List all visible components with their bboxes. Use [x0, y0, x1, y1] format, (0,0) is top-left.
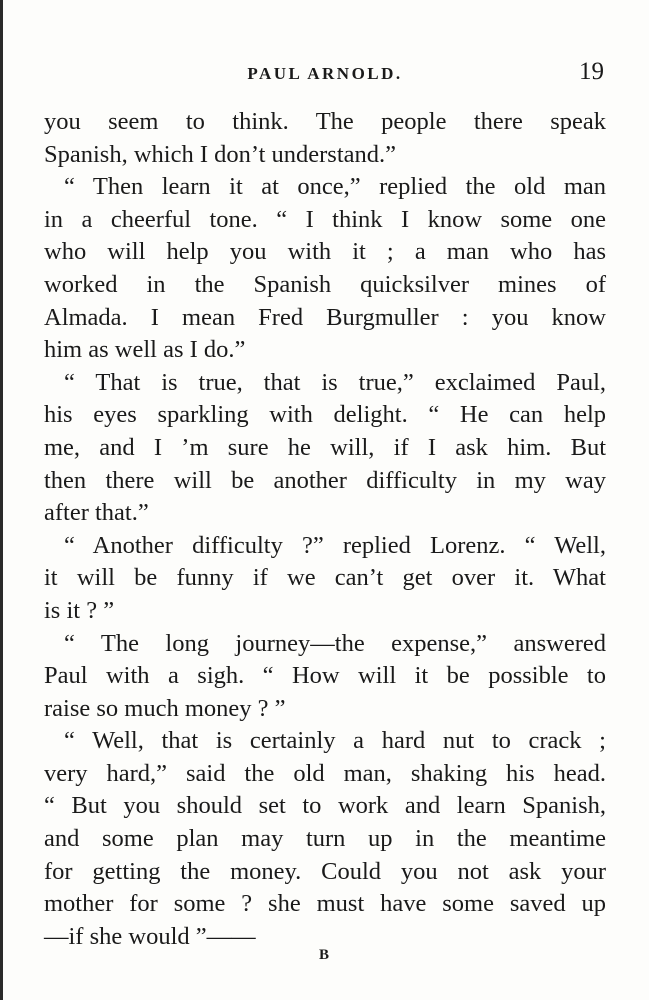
page-number: 19 [579, 58, 604, 85]
text-line: raise so much money ? ” [44, 694, 286, 722]
text-line: “ But you should set to work and learn Spanish, [44, 792, 606, 820]
text-line: Almada. I mean Fred Burgmuller : you know [44, 303, 606, 331]
text-line: you seem to think. The people there speak [44, 108, 606, 135]
text-line: Paul with a sigh. “ How will it be possible to [44, 662, 606, 690]
signature-mark: B [318, 947, 330, 963]
text-line: who will help you with it ; a man who has [44, 238, 606, 266]
text-line: Spanish, which I don’t understand.” [44, 140, 397, 168]
text-line: his eyes sparkling with delight. “ He can help [44, 401, 606, 429]
text-line: in a cheerful tone. “ I think I know some one [44, 205, 606, 233]
running-head [44, 56, 606, 90]
text-line: mother for some ? she must have some saved up [44, 890, 606, 918]
text-line: after that.” [44, 499, 149, 527]
text-line: “ Well, that is certainly a hard nut to crack ; [64, 727, 606, 755]
text-line: very hard,” said the old man, shaking his head. [44, 759, 606, 787]
text-line: for getting the money. Could you not ask your [44, 857, 606, 885]
body-text [44, 106, 606, 953]
text-line: him as well as I do.” [44, 336, 246, 364]
text-line: —if she would ”—— [44, 922, 256, 950]
text-line: then there will be another difficulty in my way [44, 466, 606, 494]
text-line: is it ? ” [44, 596, 115, 624]
text-line: “ Then learn it at once,” replied the old man [64, 173, 606, 201]
text-line: “ That is true, that is true,” exclaimed Paul, [64, 368, 606, 396]
text-line: and some plan may turn up in the meantime [44, 825, 606, 853]
running-title: PAUL ARNOLD. [247, 64, 403, 83]
text-line: me, and I ’m sure he will, if I ask him. But [44, 433, 606, 461]
text-line: worked in the Spanish quicksilver mines of [44, 270, 606, 298]
text-line: “ Another difficulty ?” replied Lorenz. “ Well, [64, 531, 606, 559]
text-line: it will be funny if we can’t get over it. What [44, 564, 606, 592]
page-edge-shadow [0, 0, 3, 1000]
text-line: “ The long journey—the expense,” answered [64, 629, 606, 657]
